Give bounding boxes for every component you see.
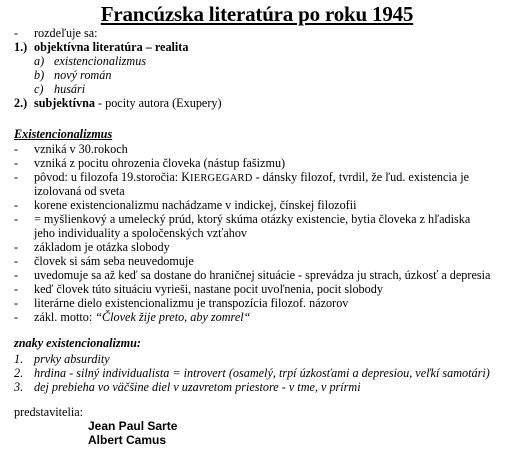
subitem-c-marker: c) [34,82,44,96]
document-title: Francúzska literatúra po roku 1945 [100,2,414,26]
bullet-11 [34,310,250,324]
bullet-dash: - [14,198,19,212]
intro-dash: - [14,26,19,40]
bullet-6: základom je otázka slobody [34,240,170,254]
sign-3-text: dej prebieha vo väčšine diel v uzavretom priestore - v tme, v prírmi [34,380,361,394]
subitem-c-text: husári [54,82,86,96]
bullet-1: vzniká v 30.rokoch [34,142,128,156]
bullet-dash: - [14,268,19,282]
sign-3-marker: 3. [14,380,24,394]
bullet-10: literárne dielo existencionalizmu je transpozícia filozof. názorov [34,296,349,310]
bullet-3-continuation: izolovaná od sveta [34,184,125,198]
representatives-label: predstavitelia: [14,405,84,419]
intro-text: rozdeľuje sa: [34,26,98,40]
bullet-8: uvedomuje sa až keď sa dostane do hraničnej situácie - sprevádza ju strach, úzkosť a depresia [34,268,491,282]
bullet-dash: - [14,170,19,184]
bullet-4: korene existencionalizmu nachádzame v indickej, čínskej filozofii [34,198,357,212]
bullet-dash: - [14,282,19,296]
division-2-text [34,96,222,110]
division-2-line [14,96,27,110]
bullet-dash: - [14,296,19,310]
bullet-7: človek si sám seba neuvedomuje [34,254,194,268]
division-2-rest: - pocity autora (Exupery) [94,96,222,110]
representative-name: Jean Paul Sarte [88,419,178,433]
bullet-5: = myšlienkový a umelecký prúd, ktorý skúma otázky existencie, bytia človeka z hľadiska [34,212,471,226]
sign-2-marker: 2. [14,366,24,380]
representative-name: Albert Camus [88,433,167,447]
division-1-label: objektívna literatúra – realita [34,40,189,54]
bullet-dash: - [14,310,19,324]
bullet-3-pre: pôvod: u filozofa 19.storočia: K [34,170,191,184]
subitem-a-text: existencionalizmus [54,54,147,68]
subitem-b-marker: b) [34,68,45,82]
motto-prefix: zákl. motto: [34,310,96,324]
bullet-2: vzniká z pocitu ohrozenia človeka (nástup fašizmu) [34,156,286,170]
bullet-dash: - [14,254,19,268]
division-2-label: subjektívna [34,96,95,110]
sign-1-marker: 1. [14,352,24,366]
division-2-marker: 2.) [14,96,28,110]
bullet-dash: - [14,212,19,226]
sign-2-text: hrdina - silný individualista = introvert (osamelý, trpí úzkosťami a depresiou, veľkí samotári) [34,366,490,380]
motto-quote: “Človek žije preto, aby zomrel“ [95,310,251,324]
subitem-a-marker: a) [34,54,45,68]
subitem-b-text: nový román [54,68,112,82]
bullet-dash: - [14,142,19,156]
bullet-dash: - [14,156,19,170]
section-heading: Existencionalizmus [14,127,113,141]
bullet-5-continuation: jeho individuality a spoločenských vzťahov [34,226,248,240]
bullet-dash: - [14,240,19,254]
bullet-3-smallcaps: IERGEGARD [190,173,253,184]
division-1-marker: 1.) [14,40,28,54]
bullet-3-post: - dánsky filozof, tvrdil, že ľud. existencia je [252,170,469,184]
sign-1-text: prvky absurdity [34,352,110,366]
signs-heading: znaky existencionalizmu: [14,336,141,350]
bullet-9: keď človek túto situáciu vyrieši, nastane pocit uvoľnenia, pocit slobody [34,282,383,296]
